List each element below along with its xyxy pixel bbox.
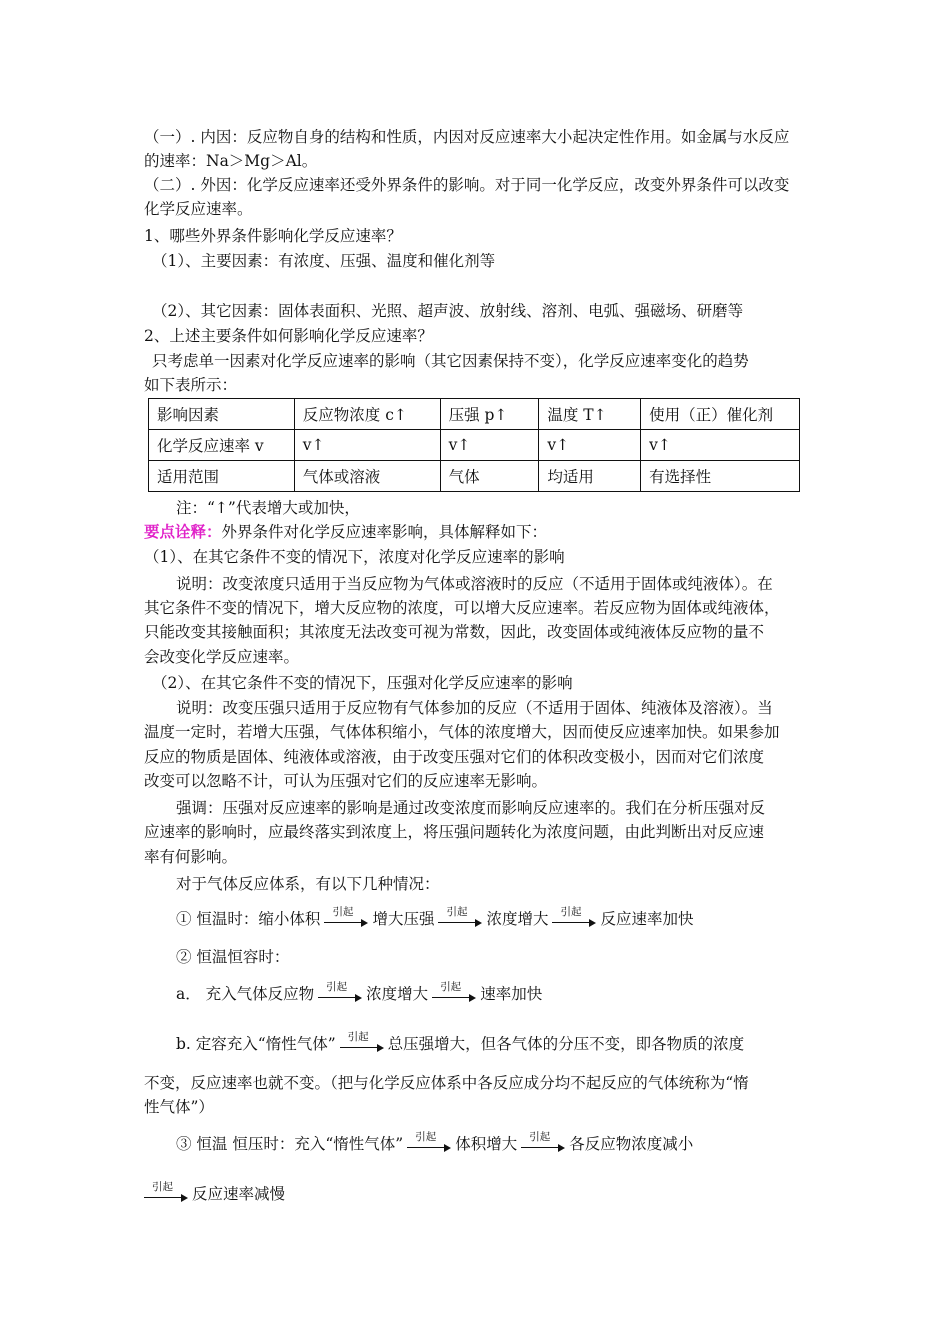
arrow-icon	[438, 908, 482, 930]
case-text: 体积增大	[455, 1135, 518, 1153]
key-points-label: 要点诠释：	[144, 522, 222, 541]
text-line: （二）. 外因：化学反应速率还受外界条件的影响。对于同一化学反应，改变外界条件可以改变	[144, 176, 790, 194]
text-line: （2）、其它因素：固体表面积、光照、超声波、放射线、溶剂、电弧、强磁场、研磨等	[152, 302, 744, 320]
arrow-label: 引起	[446, 906, 468, 918]
text-line: 率有何影响。	[144, 848, 238, 866]
case-1-line	[176, 908, 693, 930]
case-text: a． 充入气体反应物	[176, 985, 315, 1003]
arrow-icon	[144, 1183, 188, 1205]
table-cell: 均适用	[539, 461, 641, 492]
case-text: 浓度增大	[486, 910, 549, 928]
case-text: ① 恒温时：缩小体积	[176, 910, 321, 928]
text-line: 说明：改变压强只适用于反应物有气体参加的反应（不适用于固体、纯液体及溶液）。当	[176, 699, 773, 717]
table-row	[149, 399, 800, 430]
text-line: 改变可以忽略不计，可认为压强对它们的反应速率无影响。	[144, 772, 548, 790]
section-heading: （1）、在其它条件不变的情况下，浓度对化学反应速率的影响	[144, 548, 565, 566]
arrow-icon	[340, 1033, 384, 1055]
arrow-icon	[407, 1133, 451, 1155]
text-line: 温度一定时，若增大压强，气体体积缩小，气体的浓度增大，因而使反应速率加快。如果参加	[144, 723, 780, 741]
text-line: 如下表所示：	[144, 376, 238, 394]
arrow-label: 引起	[560, 906, 582, 918]
table-cell: 化学反应速率 v	[149, 430, 295, 461]
case-3-line	[176, 1133, 693, 1155]
table-cell: v↑	[440, 430, 539, 461]
arrow-icon	[432, 983, 476, 1005]
arrow-icon	[318, 983, 362, 1005]
case-text: 浓度增大	[366, 985, 429, 1003]
table-cell: 适用范围	[149, 461, 295, 492]
key-points-text: 外界条件对化学反应速率影响，具体解释如下：	[221, 523, 548, 541]
key-points-line	[144, 521, 547, 543]
text-line: 只考虑单一因素对化学反应速率的影响（其它因素保持不变），化学反应速率变化的趋势	[152, 352, 749, 370]
case-text: 速率加快	[480, 985, 543, 1003]
arrow-label: 引起	[347, 1031, 369, 1043]
text-line: （一）. 内因：反应物自身的结构和性质，内因对反应速率大小起决定性作用。如金属与水反应	[144, 128, 790, 146]
text-line: 的速率：Na＞Mg＞Al。	[144, 152, 318, 170]
factor-table	[148, 398, 800, 492]
case-text: ③ 恒温 恒压时：充入“惰性气体”	[176, 1135, 404, 1153]
text-line: 强调：压强对反应速率的影响是通过改变浓度而影响反应速率的。我们在分析压强对反	[176, 799, 766, 817]
table-row	[149, 430, 800, 461]
arrow-icon	[521, 1133, 565, 1155]
table-cell: 温度 T↑	[539, 399, 641, 430]
table-cell: 使用（正）催化剂	[641, 399, 800, 430]
table-cell: 有选择性	[641, 461, 800, 492]
case-2a-line	[176, 983, 542, 1005]
case-3-continued-line	[144, 1183, 285, 1205]
table-cell: 压强 p↑	[440, 399, 539, 430]
arrow-label: 引起	[415, 1131, 437, 1143]
arrow-label: 引起	[440, 981, 462, 993]
text-line: 不变，反应速率也就不变。（把与化学反应体系中各反应成分均不起反应的气体统称为“惰	[144, 1074, 749, 1092]
section-heading: （2）、在其它条件不变的情况下，压强对化学反应速率的影响	[152, 674, 573, 692]
table-cell: 反应物浓度 c↑	[294, 399, 440, 430]
table-cell: 气体	[440, 461, 539, 492]
arrow-label: 引起	[152, 1181, 173, 1193]
table-cell: v↑	[539, 430, 641, 461]
heading-question-1: 1、哪些外界条件影响化学反应速率？	[144, 227, 402, 245]
case-text: 各反应物浓度减小	[569, 1135, 694, 1153]
arrow-label: 引起	[326, 981, 348, 993]
case-text: 总压强增大，但各气体的分压不变，即各物质的浓度	[387, 1035, 745, 1053]
case-2b-line	[176, 1033, 744, 1055]
arrow-icon	[324, 908, 368, 930]
text-line: 只能改变其接触面积；其浓度无法改变可视为常数，因此，改变固体或纯液体反应物的量不	[144, 623, 765, 641]
text-line: 化学反应速率。	[144, 200, 253, 218]
text-line: 说明：改变浓度只适用于当反应物为气体或溶液时的反应（不适用于固体或纯液体）。在	[176, 575, 773, 593]
table-cell: 气体或溶液	[294, 461, 440, 492]
text-line: 性气体”）	[144, 1098, 214, 1116]
case-text: 增大压强	[372, 910, 435, 928]
case-2-line: ② 恒温恒容时：	[176, 948, 290, 966]
table-cell: 影响因素	[149, 399, 295, 430]
text-line: （1）、主要因素：有浓度、压强、温度和催化剂等	[152, 252, 496, 270]
text-line: 其它条件不变的情况下，增大反应物的浓度，可以增大反应速率。若反应物为固体或纯液体，	[144, 599, 780, 617]
text-line: 对于气体反应体系，有以下几种情况：	[176, 875, 440, 893]
case-text: 反应速率加快	[600, 910, 694, 928]
arrow-icon	[552, 908, 596, 930]
table-cell: v↑	[294, 430, 440, 461]
table-cell: v↑	[641, 430, 800, 461]
text-line: 会改变化学反应速率。	[144, 648, 300, 666]
table-row	[149, 461, 800, 492]
arrow-label: 引起	[332, 906, 354, 918]
case-text: 反应速率减慢	[192, 1185, 286, 1203]
case-text: b. 定容充入“惰性气体”	[176, 1035, 336, 1053]
table-note: 注：“↑”代表增大或加快，	[176, 499, 360, 517]
text-line: 反应的物质是固体、纯液体或溶液，由于改变压强对它们的体积改变极小，因而对它们浓度	[144, 748, 765, 766]
heading-question-2: 2、上述主要条件如何影响化学反应速率？	[144, 327, 433, 345]
arrow-label: 引起	[529, 1131, 551, 1143]
text-line: 应速率的影响时，应最终落实到浓度上，将压强问题转化为浓度问题，由此判断出对反应速	[144, 823, 765, 841]
